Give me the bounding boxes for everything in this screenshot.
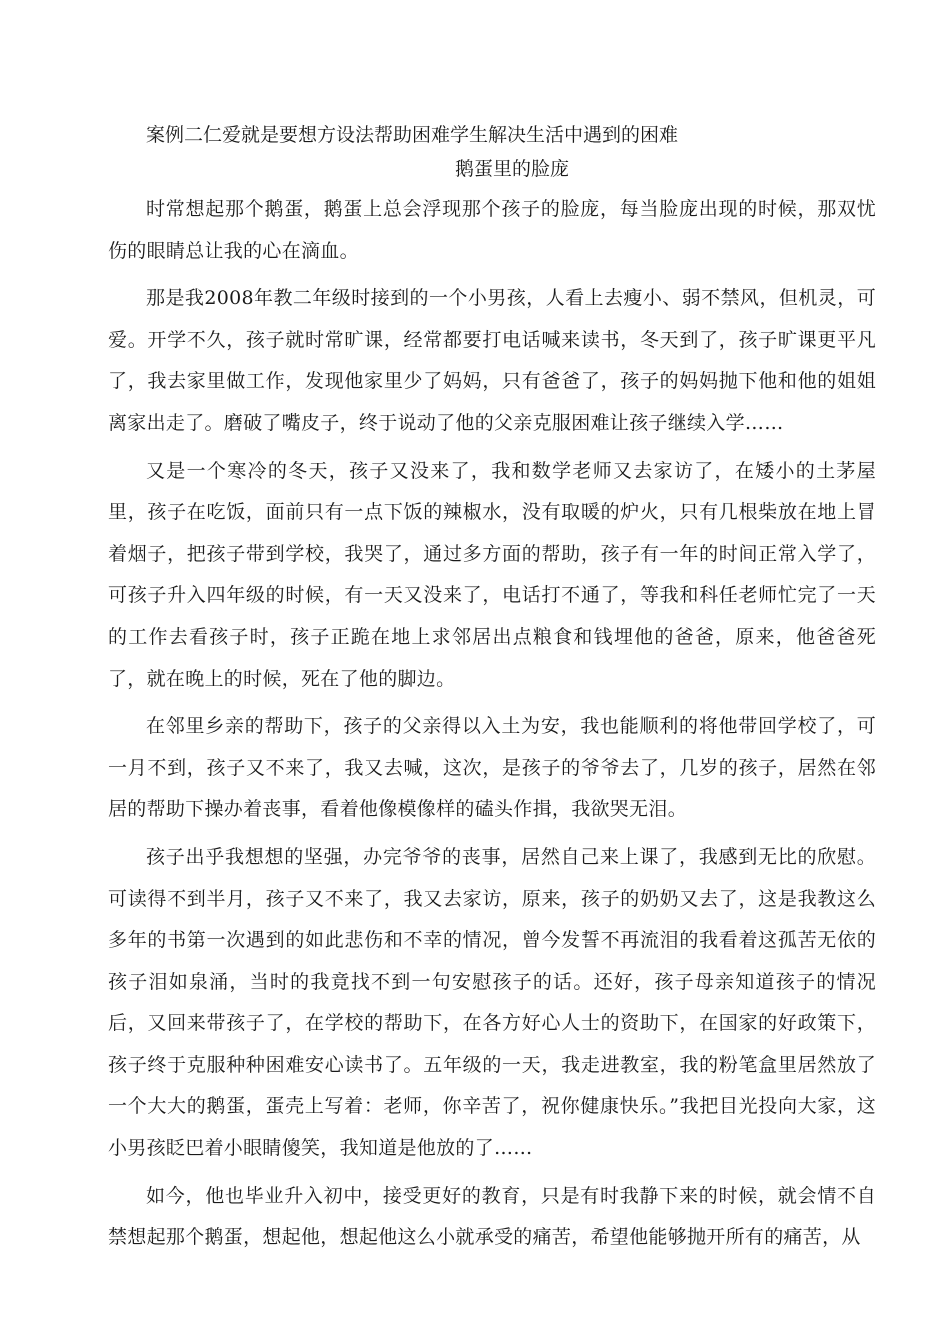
paragraph-4: 在邻里乡亲的帮助下，孩子的父亲得以入土为安，我也能顺利的将他带回学校了，可一月不到，孩子又不来了，我又去喊，这次，是孩子的爷爷去了，几岁的孩子，居然在邻居的帮助下操办着丧事，看着他像模像样的磕头作揖，我欲哭无泪。	[108, 715, 876, 821]
document-page	[108, 118, 876, 1265]
story-title: 鹅蛋里的脸庞	[454, 158, 569, 180]
paragraph-3: 又是一个寒冷的冬天，孩子又没来了，我和数学老师又去家访了，在矮小的土茅屋里，孩子在吃饭，面前只有一点下饭的辣椒水，没有取暖的炉火，只有几根柴放在地上冒着烟子，把孩子带到学校，我哭了，通过多方面的帮助，孩子有一年的时间正常入学了，可孩子升入四年级的时候，有一天又没来了，电话打不通了，等我和科任老师忙完了一天的工作去看孩子时，孩子正跪在地上求邻居出点粮食和钱埋他的爸爸，原来，他爸爸死了，就在晚上的时候，死在了他的脚边。	[108, 459, 876, 690]
paragraph-1: 时常想起那个鹅蛋，鹅蛋上总会浮现那个孩子的脸庞，每当脸庞出现的时候，那双忧伤的眼睛总让我的心在滴血。	[108, 198, 876, 262]
paragraph-6: 如今，他也毕业升入初中，接受更好的教育，只是有时我静下来的时候，就会情不自禁想起那个鹅蛋，想起他，想起他这么小就承受的痛苦，希望他能够抛开所有的痛苦，从	[108, 1184, 876, 1249]
case-heading: 案例二仁爱就是要想方设法帮助困难学生解决生活中遇到的困难	[146, 124, 679, 146]
paragraph-5: 孩子出乎我想想的坚强，办完爷爷的丧事，居然自己来上课了，我感到无比的欣慰。可读得不到半月，孩子又不来了，我又去家访，原来，孩子的奶奶又去了，这是我教这么多年的书第一次遇到的如此悲伤和不幸的情况，曾今发誓不再流泪的我看着这孤苦无依的孩子泪如泉涌，当时的我竟找不到一句安慰孩子的话。还好，孩子母亲知道孩子的情况后，又回来带孩子了，在学校的帮助下，在各方好心人士的资助下，在国家的好政策下，孩子终于克服种种困难安心读书了。五年级的一天，我走进教室，我的粉笔盒里居然放了一个大大的鹅蛋，蛋壳上写着：老师，你辛苦了，祝你健康快乐。”我把目光投向大家，这小男孩眨巴着小眼睛傻笑，我知道是他放的了……	[108, 845, 876, 1160]
paragraph-2: 那是我2008年教二年级时接到的一个小男孩，人看上去瘦小、弱不禁风，但机灵，可爱。开学不久，孩子就时常旷课，经常都要打电话喊来读书，冬天到了，孩子旷课更平凡了，我去家里做工作，发现他家里少了妈妈，只有爸爸了，孩子的妈妈抛下他和他的姐姐离家出走了。磨破了嘴皮子，终于说动了他的父亲克服困难让孩子继续入学……	[108, 287, 876, 434]
